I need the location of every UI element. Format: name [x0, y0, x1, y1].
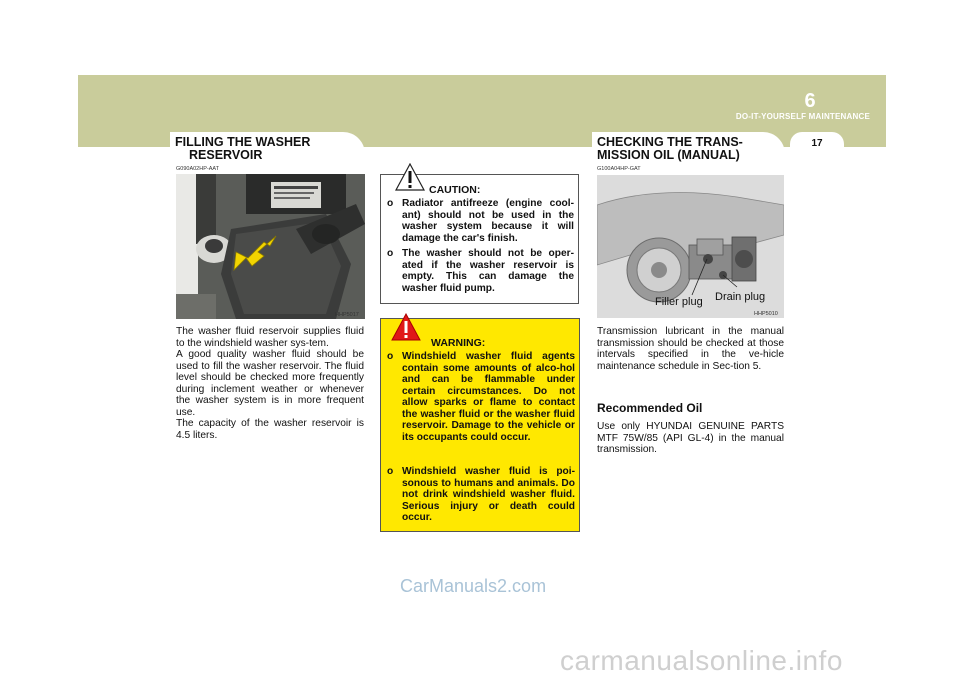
recommended-oil-heading: Recommended Oil [597, 401, 703, 415]
photo-caption: HHP5017 [335, 312, 359, 318]
watermark-carmanuals2: CarManuals2.com [400, 576, 547, 596]
caution-item-text: The washer should not be oper-ated if the washer reservoir is empty. This can damage the washer fluid pump. [402, 248, 574, 294]
warning-item-text: Windshield washer fluid agents contain some amounts of alco-hol and can be flammable under certain circumstances. Do not allow sparks or flame to contact the washer fluid or the washer fluid reservoir. Damage to the vehicle or its occupants could occur. [402, 351, 575, 443]
caution-triangle-icon [395, 163, 425, 191]
page-number: 17 [811, 138, 823, 149]
warning-heading: WARNING: [431, 337, 486, 349]
right-body-text: Transmission lubricant in the manual transmission should be checked at those intervals specified in the ve-hicle maintenance schedule in Sec-tion 5. [597, 326, 784, 372]
warning-item-text: Windshield washer fluid is poi-sonous to humans and animals. Do not drink windshield washer fluid. Serious injury or death could occur. [402, 466, 575, 523]
caution-box [380, 174, 579, 304]
filler-plug-label: Filler plug [655, 296, 703, 308]
left-section-title [175, 136, 310, 162]
chapter-number: 6 [804, 90, 816, 112]
left-section-code: G090A02HP-AAT [176, 166, 220, 172]
watermark-carmanualsonline: carmanualsonline.info [560, 645, 843, 676]
caution-item [387, 248, 574, 296]
warning-item [387, 466, 575, 526]
drain-plug-label: Drain plug [715, 291, 766, 303]
warning-triangle-icon [391, 313, 421, 341]
section-title: DO-IT-YOURSELF MAINTENANCE [735, 112, 870, 121]
right-title-line2: MISSION OIL (MANUAL) [597, 148, 740, 162]
caution-item-text: Radiator antifreeze (engine cool-ant) should not be used in the washer system because it will damage the car's finish. [402, 198, 574, 244]
left-title-line1: FILLING THE WASHER [175, 135, 311, 149]
right-title-line1: CHECKING THE TRANS- [597, 135, 743, 149]
caution-item [387, 198, 574, 246]
bullet-marker: o [387, 466, 394, 477]
bullet-marker: o [387, 248, 394, 259]
caution-heading: CAUTION: [429, 184, 481, 196]
transmission-diagram [597, 175, 784, 318]
warning-item [387, 351, 575, 455]
bullet-marker: o [387, 198, 394, 209]
engine-bay-illustration [176, 174, 365, 319]
engine-bay-photo [176, 174, 365, 319]
left-title-line2: RESERVOIR [189, 148, 263, 162]
recommended-oil-text: Use only HYUNDAI GENUINE PARTS MTF 75W/85 (API GL-4) in the manual transmission. [597, 421, 784, 455]
warning-box [380, 318, 580, 532]
right-section-code: G100A04HP-GAT [597, 166, 641, 172]
diagram-caption: HHP5010 [754, 311, 778, 317]
left-body-text: The washer fluid reservoir supplies fluid to the windshield washer sys-tem. A good quality washer fluid should be used to fill the washer reservoir. The fluid level should be checked more frequently during inclement weather or whenever the washer system is in more frequent use. The capacity of the washer reservoir is 4.5 liters. [176, 326, 364, 441]
bullet-marker: o [387, 351, 394, 362]
right-section-title [597, 136, 743, 162]
